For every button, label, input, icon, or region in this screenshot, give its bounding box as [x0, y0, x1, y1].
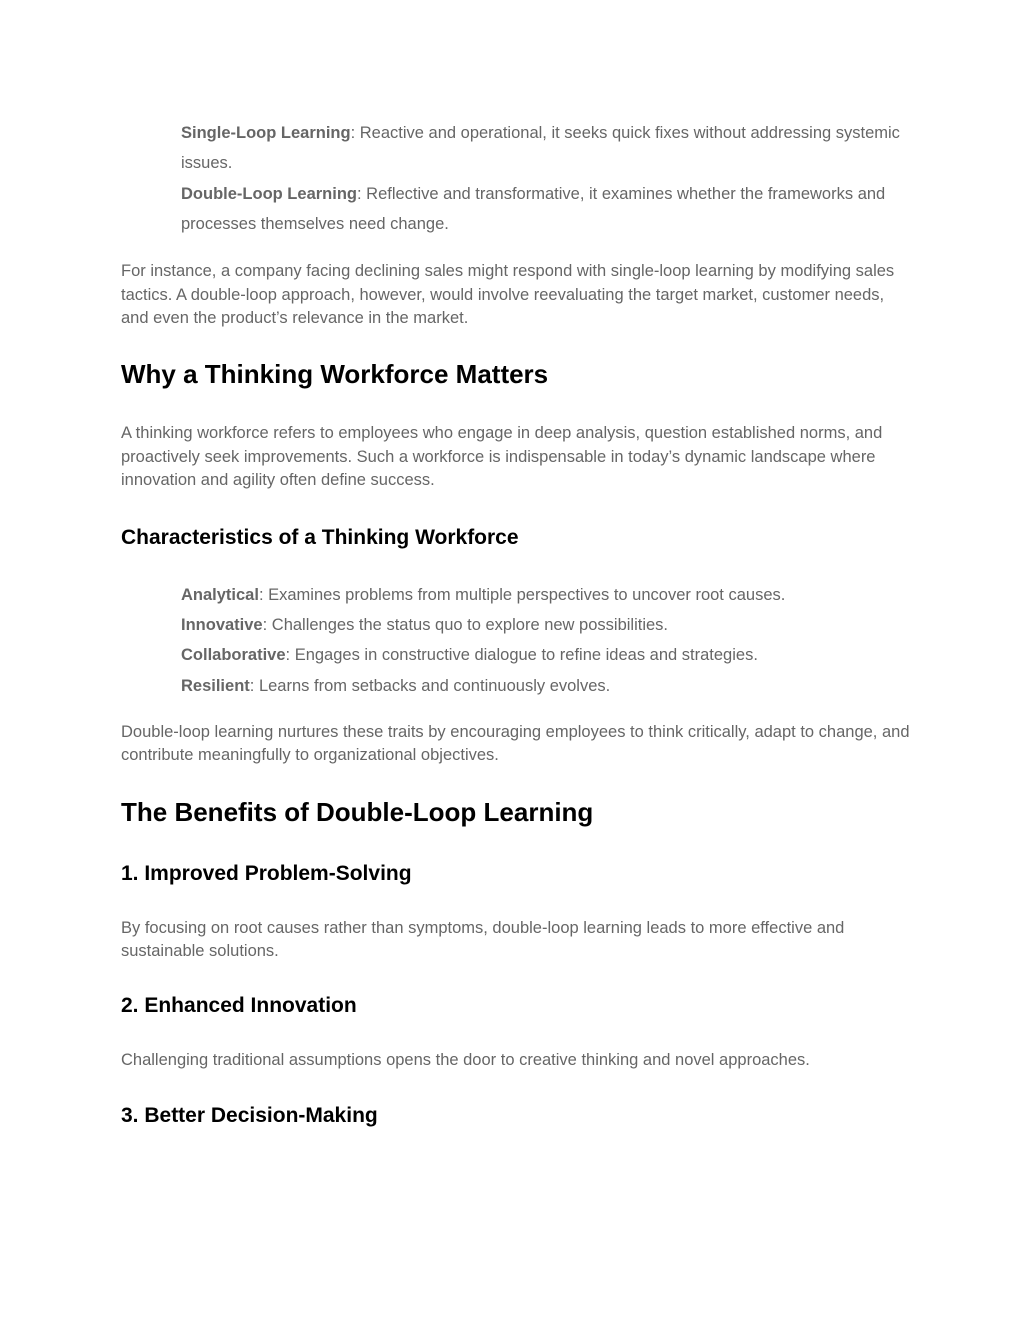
- benefit-heading: 3. Better Decision-Making: [121, 1103, 378, 1127]
- benefit-paragraph: By focusing on root causes rather than symptoms, double-loop learning leads to more effective and sustainable solutions.: [121, 918, 845, 961]
- benefit-paragraph: Challenging traditional assumptions opens the door to creative thinking and novel approaches.: [121, 1051, 810, 1070]
- loop-types-list: [121, 118, 911, 239]
- document-page: [121, 118, 911, 1130]
- section-heading-characteristics: Characteristics of a Thinking Workforce: [121, 525, 519, 549]
- section-heading-benefits: The Benefits of Double-Loop Learning: [121, 796, 594, 827]
- benefit-heading: 2. Enhanced Innovation: [121, 994, 357, 1018]
- list-item: [181, 610, 911, 640]
- list-item-description: : Reflective and transformative, it examines whether the frameworks and processes themselves need change.: [181, 184, 886, 233]
- example-paragraph: For instance, a company facing declining sales might respond with single-loop learning by modifying sales tactics. A double-loop approach, however, would involve reevaluating the target market, customer needs, and even the product’s relevance in the market.: [121, 262, 895, 327]
- list-item-description: : Engages in constructive dialogue to refine ideas and strategies.: [285, 646, 758, 665]
- why-paragraph: A thinking workforce refers to employees who engage in deep analysis, question established norms, and proactively seek improvements. Such a workforce is indispensable in today’s dynamic landscape where innovation and agility often define success.: [121, 424, 883, 490]
- list-item-description: : Examines problems from multiple perspectives to uncover root causes.: [258, 585, 786, 604]
- list-item: [181, 118, 911, 179]
- list-item-term: Innovative: [181, 615, 263, 634]
- benefit-heading: 1. Improved Problem-Solving: [121, 861, 412, 885]
- list-item: [181, 640, 911, 670]
- list-item: [181, 671, 911, 701]
- list-item: [181, 179, 911, 240]
- list-item-term: Analytical: [181, 585, 259, 604]
- list-item-term: Single-Loop Learning: [181, 124, 351, 142]
- section-heading-why: Why a Thinking Workforce Matters: [121, 359, 549, 390]
- list-item-term: Double-Loop Learning: [181, 184, 357, 203]
- list-item-description: : Learns from setbacks and continuously evolves.: [249, 676, 611, 695]
- list-item-term: Resilient: [181, 676, 250, 695]
- list-item: [181, 580, 911, 610]
- list-item-term: Collaborative: [181, 646, 286, 665]
- list-item-description: : Challenges the status quo to explore new possibilities.: [262, 615, 669, 634]
- list-item-description: : Reactive and operational, it seeks quick fixes without addressing systemic issues.: [181, 124, 900, 173]
- characteristics-paragraph: Double-loop learning nurtures these traits by encouraging employees to think critically, adapt to change, and contribute meaningfully to organizational objectives.: [121, 722, 910, 765]
- characteristics-list: [121, 580, 911, 701]
